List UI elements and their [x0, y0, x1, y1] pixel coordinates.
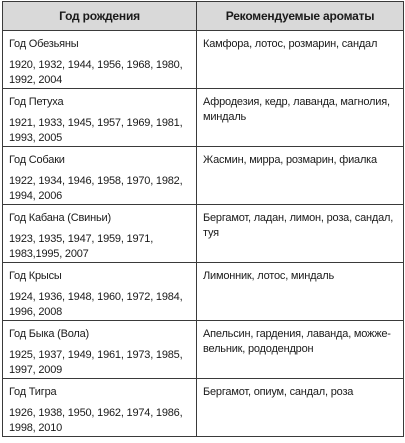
table-row — [3, 89, 404, 147]
zodiac-year-list: 1923, 1935, 1947, 1959, 1971, 1983,1995, 2007 — [9, 233, 154, 260]
birth-year-cell — [3, 205, 197, 263]
aroma-table — [2, 1, 404, 437]
aromas-cell: Бергамот, опиум, сандал, роза — [197, 379, 404, 437]
zodiac-year-name: Год Собаки — [9, 154, 65, 166]
zodiac-year-list: 1925, 1937, 1949, 1961, 1973, 1985, 1997, 2009 — [9, 349, 183, 376]
zodiac-year-list: 1921, 1933, 1945, 1957, 1969, 1981, 1993, 2005 — [9, 117, 183, 144]
birth-year-cell — [3, 263, 197, 321]
aromas-cell: Камфора, лотос, розмарин, сандал — [197, 31, 404, 89]
birth-year-cell — [3, 379, 197, 437]
birth-year-cell — [3, 321, 197, 379]
zodiac-year-name: Год Кабана (Свиньи) — [9, 212, 111, 224]
zodiac-year-list: 1924, 1936, 1948, 1960, 1972, 1984, 1996, 2008 — [9, 291, 183, 318]
table-row — [3, 379, 404, 437]
aromas-cell: Афродезия, кедр, лаванда, магнолия, миндаль — [197, 89, 404, 147]
header-birth-year: Год рождения — [3, 2, 197, 31]
aromas-cell: Жасмин, мирра, розмарин, фиалка — [197, 147, 404, 205]
aromas-cell: Лимонник, лотос, миндаль — [197, 263, 404, 321]
birth-year-cell — [3, 89, 197, 147]
zodiac-year-name: Год Петуха — [9, 96, 64, 108]
zodiac-year-list: 1920, 1932, 1944, 1956, 1968, 1980, 1992, 2004 — [9, 59, 183, 86]
table-row — [3, 31, 404, 89]
zodiac-year-name: Год Тигра — [9, 386, 57, 398]
table-row — [3, 321, 404, 379]
aromas-cell: Бергамот, ладан, лимон, роза, сандал, туя — [197, 205, 404, 263]
header-recommended-aromas: Рекомендуемые ароматы — [197, 2, 404, 31]
table-row — [3, 205, 404, 263]
table-row — [3, 147, 404, 205]
birth-year-cell — [3, 31, 197, 89]
birth-year-cell — [3, 147, 197, 205]
header-row — [3, 2, 404, 31]
zodiac-year-name: Год Быка (Вола) — [9, 328, 89, 340]
zodiac-year-name: Год Крысы — [9, 270, 62, 282]
aromas-cell: Апельсин, гардения, лаванда, можже-вельник, рододендрон — [197, 321, 404, 379]
zodiac-year-list: 1926, 1938, 1950, 1962, 1974, 1986, 1998, 2010 — [9, 407, 183, 434]
table-row — [3, 263, 404, 321]
zodiac-year-list: 1922, 1934, 1946, 1958, 1970, 1982, 1994, 2006 — [9, 175, 183, 202]
zodiac-year-name: Год Обезьяны — [9, 38, 79, 50]
